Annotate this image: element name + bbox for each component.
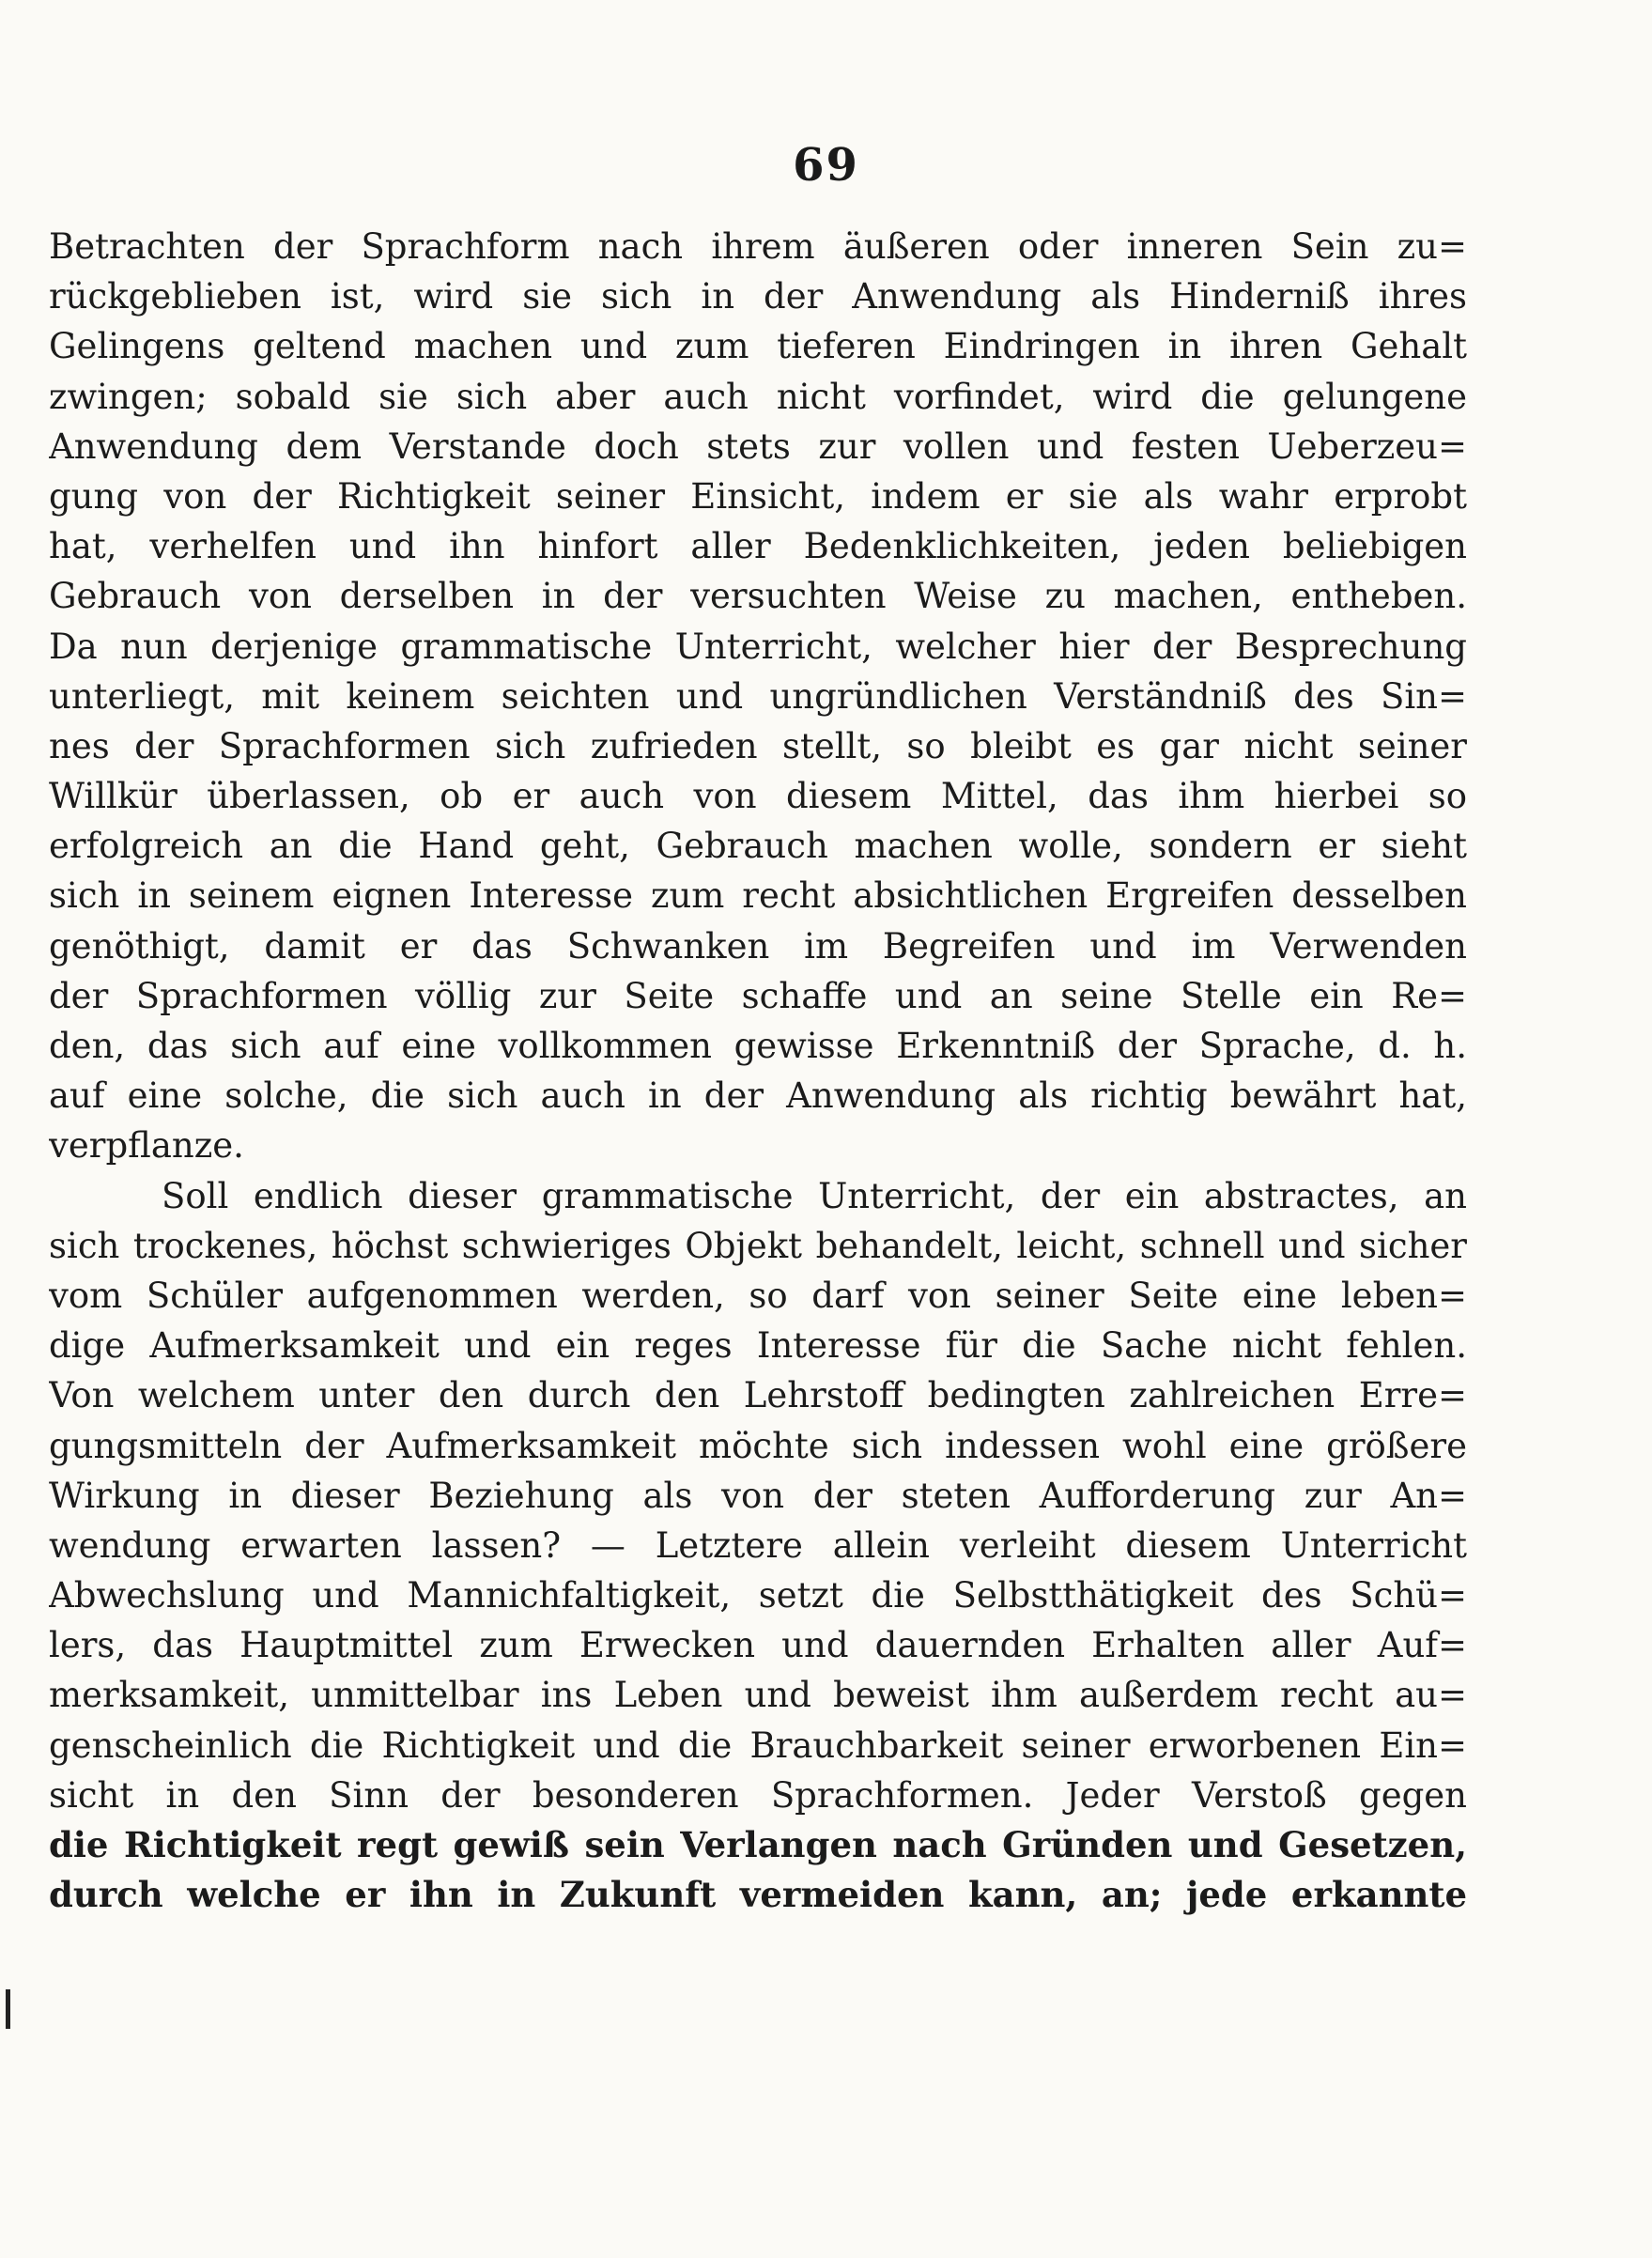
- text-line: auf eine solche, die sich auch in der Anwendung als richtig bewährt hat,: [49, 1075, 1467, 1117]
- paragraph-end-line: verpflanze.: [49, 1125, 244, 1167]
- text-line: genöthigt, damit er das Schwanken im Begreifen und im Verwenden: [49, 925, 1467, 967]
- text-line: unterliegt, mit keinem seichten und ungründlichen Verständniß des Sin=: [49, 675, 1467, 717]
- text-line: Willkür überlassen, ob er auch von diesem Mittel, das ihm hierbei so: [49, 776, 1467, 817]
- text-line: Von welchem unter den durch den Lehrstoff bedingten zahlreichen Erre=: [49, 1375, 1467, 1416]
- binding-edge-mark: [6, 1989, 10, 2029]
- text-line: Betrachten der Sprachform nach ihrem äußeren oder inneren Sein zu=: [49, 226, 1467, 267]
- text-line: Da nun derjenige grammatische Unterricht, welcher hier der Besprechung: [49, 626, 1467, 667]
- text-line-bold: die Richtigkeit regt gewiß sein Verlangen nach Gründen und Gesetzen,: [49, 1824, 1467, 1865]
- text-line: vom Schüler aufgenommen werden, so darf von seiner Seite eine leben=: [49, 1275, 1467, 1316]
- text-line: rückgeblieben ist, wird sie sich in der Anwendung als Hinderniß ihres: [49, 276, 1467, 317]
- text-line: wendung erwarten lassen? — Letztere allein verleiht diesem Unterricht: [49, 1524, 1467, 1566]
- text-line: lers, das Hauptmittel zum Erwecken und dauernden Erhalten aller Auf=: [49, 1625, 1467, 1666]
- text-line: Wirkung in dieser Beziehung als von der steten Aufforderung zur An=: [49, 1475, 1467, 1516]
- text-line: dige Aufmerksamkeit und ein reges Interesse für die Sache nicht fehlen.: [49, 1325, 1467, 1367]
- text-line: zwingen; sobald sie sich aber auch nicht vorfindet, wird die gelungene: [49, 376, 1467, 417]
- text-line: Anwendung dem Verstande doch stets zur vollen und festen Ueberzeu=: [49, 425, 1467, 467]
- text-line: gung von der Richtigkeit seiner Einsicht, indem er sie als wahr erprobt: [49, 475, 1467, 517]
- text-line: erfolgreich an die Hand geht, Gebrauch machen wolle, sondern er sieht: [49, 826, 1467, 867]
- text-line: hat, verhelfen und ihn hinfort aller Bedenklichkeiten, jeden beliebigen: [49, 526, 1467, 567]
- body-text: [49, 222, 1467, 1920]
- page-number: 69: [793, 139, 859, 192]
- text-line: nes der Sprachformen sich zufrieden stellt, so bleibt es gar nicht seiner: [49, 725, 1467, 766]
- text-line-bold: durch welche er ihn in Zukunft vermeiden kann, an; jede erkannte: [49, 1874, 1467, 1916]
- text-line: Abwechslung und Mannichfaltigkeit, setzt die Selbstthätigkeit des Schü=: [49, 1575, 1467, 1616]
- text-line: gungsmitteln der Aufmerksamkeit möchte sich indessen wohl eine größere: [49, 1425, 1467, 1466]
- text-line: merksamkeit, unmittelbar ins Leben und beweist ihm außerdem recht au=: [49, 1675, 1467, 1716]
- text-line: sicht in den Sinn der besonderen Sprachformen. Jeder Verstoß gegen: [49, 1774, 1467, 1816]
- text-line: der Sprachformen völlig zur Seite schaffe und an seine Stelle ein Re=: [49, 975, 1467, 1016]
- text-line: Gebrauch von derselben in der versuchten Weise zu machen, entheben.: [49, 576, 1467, 617]
- text-line: sich trockenes, höchst schwieriges Objekt behandelt, leicht, schnell und sicher: [49, 1225, 1467, 1266]
- text-line: genscheinlich die Richtigkeit und die Brauchbarkeit seiner erworbenen Ein=: [49, 1724, 1467, 1766]
- text-line: Gelingens geltend machen und zum tieferen Eindringen in ihren Gehalt: [49, 326, 1467, 367]
- text-line: sich in seinem eignen Interesse zum recht absichtlichen Ergreifen desselben: [49, 875, 1467, 917]
- text-line: den, das sich auf eine vollkommen gewisse Erkenntniß der Sprache, d. h.: [49, 1026, 1467, 1066]
- paragraph-start-line: Soll endlich dieser grammatische Unterricht, der ein abstractes, an: [162, 1175, 1467, 1216]
